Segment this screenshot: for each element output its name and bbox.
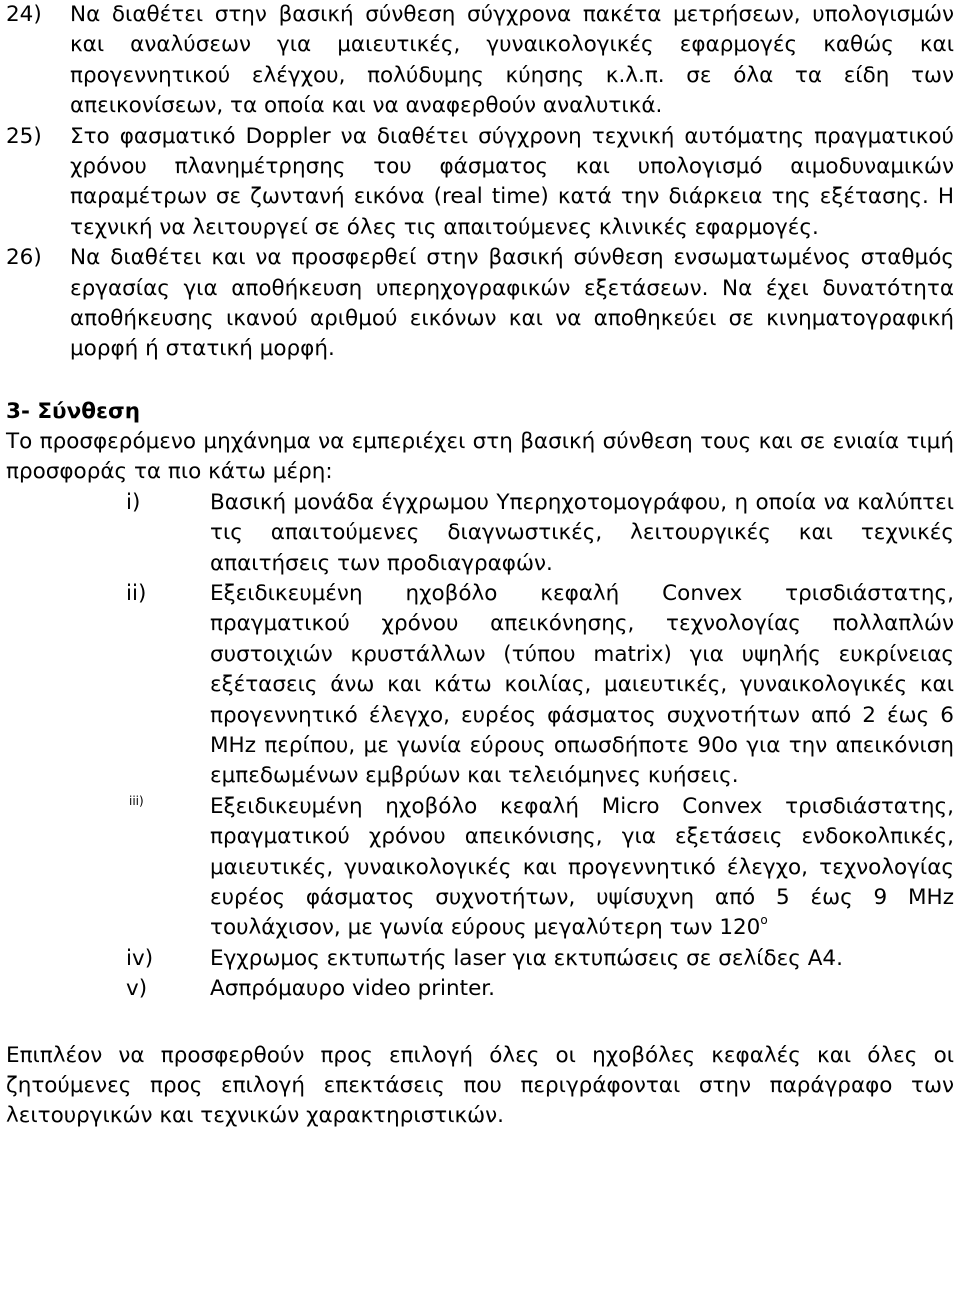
list-item-iv (126, 944, 954, 974)
item-text: Να διαθέτει και να προσφερθεί στην βασική σύνθεση ενσωματωμένος σταθμός εργασίας για αποθήκευση υπερηχογραφικών εξετάσεων. Να έχει δυνατότητα αποθήκευσης ικανού αριθμού εικόνων και να αποθηκεύει σε κινηματογραφική μορφή ή στατική μορφή. (70, 245, 954, 362)
numbered-item-25 (6, 122, 954, 244)
closing-paragraph: Επιπλέον να προσφερθούν προς επιλογή όλες οι ηχοβόλες κεφαλές και όλες οι ζητούμενες προς επιλογή επεκτάσεις που περιγράφονται στην παράγραφο των λειτουργικών και τεχνικών χαρακτηριστικών. (6, 1042, 954, 1129)
item-text: Να διαθέτει στην βασική σύνθεση σύγχρονα πακέτα μετρήσεων, υπολογισμών και αναλύσεων για μαιευτικές, γυναικολογικές εφαρμογές καθώς και προγεννητικού ελέγχου, πολύδυμης κύησης κ.λ.π. σε όλα τα είδη των απεικονίσεων, τα οποία και να αναφερθούν αναλυτικά. (70, 2, 954, 119)
document-page (6, 0, 954, 1132)
list-item-text: Ασπρόμαυρο video printer. (210, 976, 496, 1002)
item-number: 26) (6, 245, 42, 271)
numbered-item-24 (6, 0, 954, 122)
list-item-number: ii) (126, 580, 147, 606)
item-number: 24) (6, 2, 42, 27)
list-item-number: i) (126, 489, 141, 515)
list-item-number: iv) (126, 945, 154, 971)
list-item-iii (126, 792, 954, 944)
section-title: 3- Σύνθεση (6, 398, 141, 424)
list-item-text: Βασική μονάδα έγχρωμου Υπερηχοτομογράφου, η οποία να καλύπτει τις απαιτούμενες διαγνωστικές, λειτουργικές και τεχνικές απαιτήσεις των προδιαγραφών. (210, 489, 954, 576)
degree-superscript: o (760, 913, 768, 928)
item-text: Στο φασματικό Doppler να διαθέτει σύγχρονη τεχνική αυτόματης πραγματικού χρόνου πλανημέτρησης του φάσματος και υπολογισμό αιμοδυναμικών παραμέτρων σε ζωντανή εικόνα (real time) κατά την διάρκεια της εξέτασης. Η τεχνική να λειτουργεί σε όλες τις απαιτούμενες κλινικές εφαρμογές. (70, 123, 954, 240)
item-number: 25) (6, 123, 42, 149)
list-item-ii (126, 579, 954, 792)
list-item-i (126, 488, 954, 579)
numbered-item-26 (6, 243, 954, 365)
list-item-v (126, 974, 954, 1004)
list-item-number: v) (126, 976, 148, 1002)
component-list (6, 488, 954, 1005)
list-item-number: iii) (129, 793, 144, 808)
list-item-text: Εξειδικευμένη ηχοβόλο κεφαλή Micro Convex τρισδιάστατης, πραγματικού χρόνου απεικόνισης, για εξετάσεις ενδοκολπικές, μαιευτικές, γυναικολογικές και προγεννητικό έλεγχο, τεχνολογίας ευρέος φάσματος συχνοτήτων, υψίσυχνη από 5 έως 9 MHz τουλάχισον, με γωνία εύρους μεγαλύτερη των 120 (210, 793, 954, 941)
list-item-text: Εγχρωμος εκτυπωτής laser για εκτυπώσεις σε σελίδες Α4. (210, 945, 843, 971)
list-item-text: Εξειδικευμένη ηχοβόλο κεφαλή Convex τρισδιάστατης, πραγματικού χρόνου απεικόνησης, τεχνολογίας πολλαπλών συστοιχιών κρυστάλλων (τύπου matrix) για υψηλής ευκρίνειας εξέτασεις άνω και κάτω κοιλίας, μαιευτικές, γυναικολογικές και προγεννητικό έλεγχο, ευρέος φάσματος συχνοτήτων από 2 έως 6 MHz περίπου, με γωνία εύρους οπωσδήποτε 90o για την απεικόνιση εμπεδωμένων εμβρύων και τελειόμηνες κυήσεις. (210, 580, 954, 789)
section-intro: Το προσφερόμενο μηχάνημα να εμπεριέχει στη βασική σύνθεση τους και σε ενιαία τιμή προσφοράς τα πιο κάτω μέρη: (6, 428, 954, 485)
